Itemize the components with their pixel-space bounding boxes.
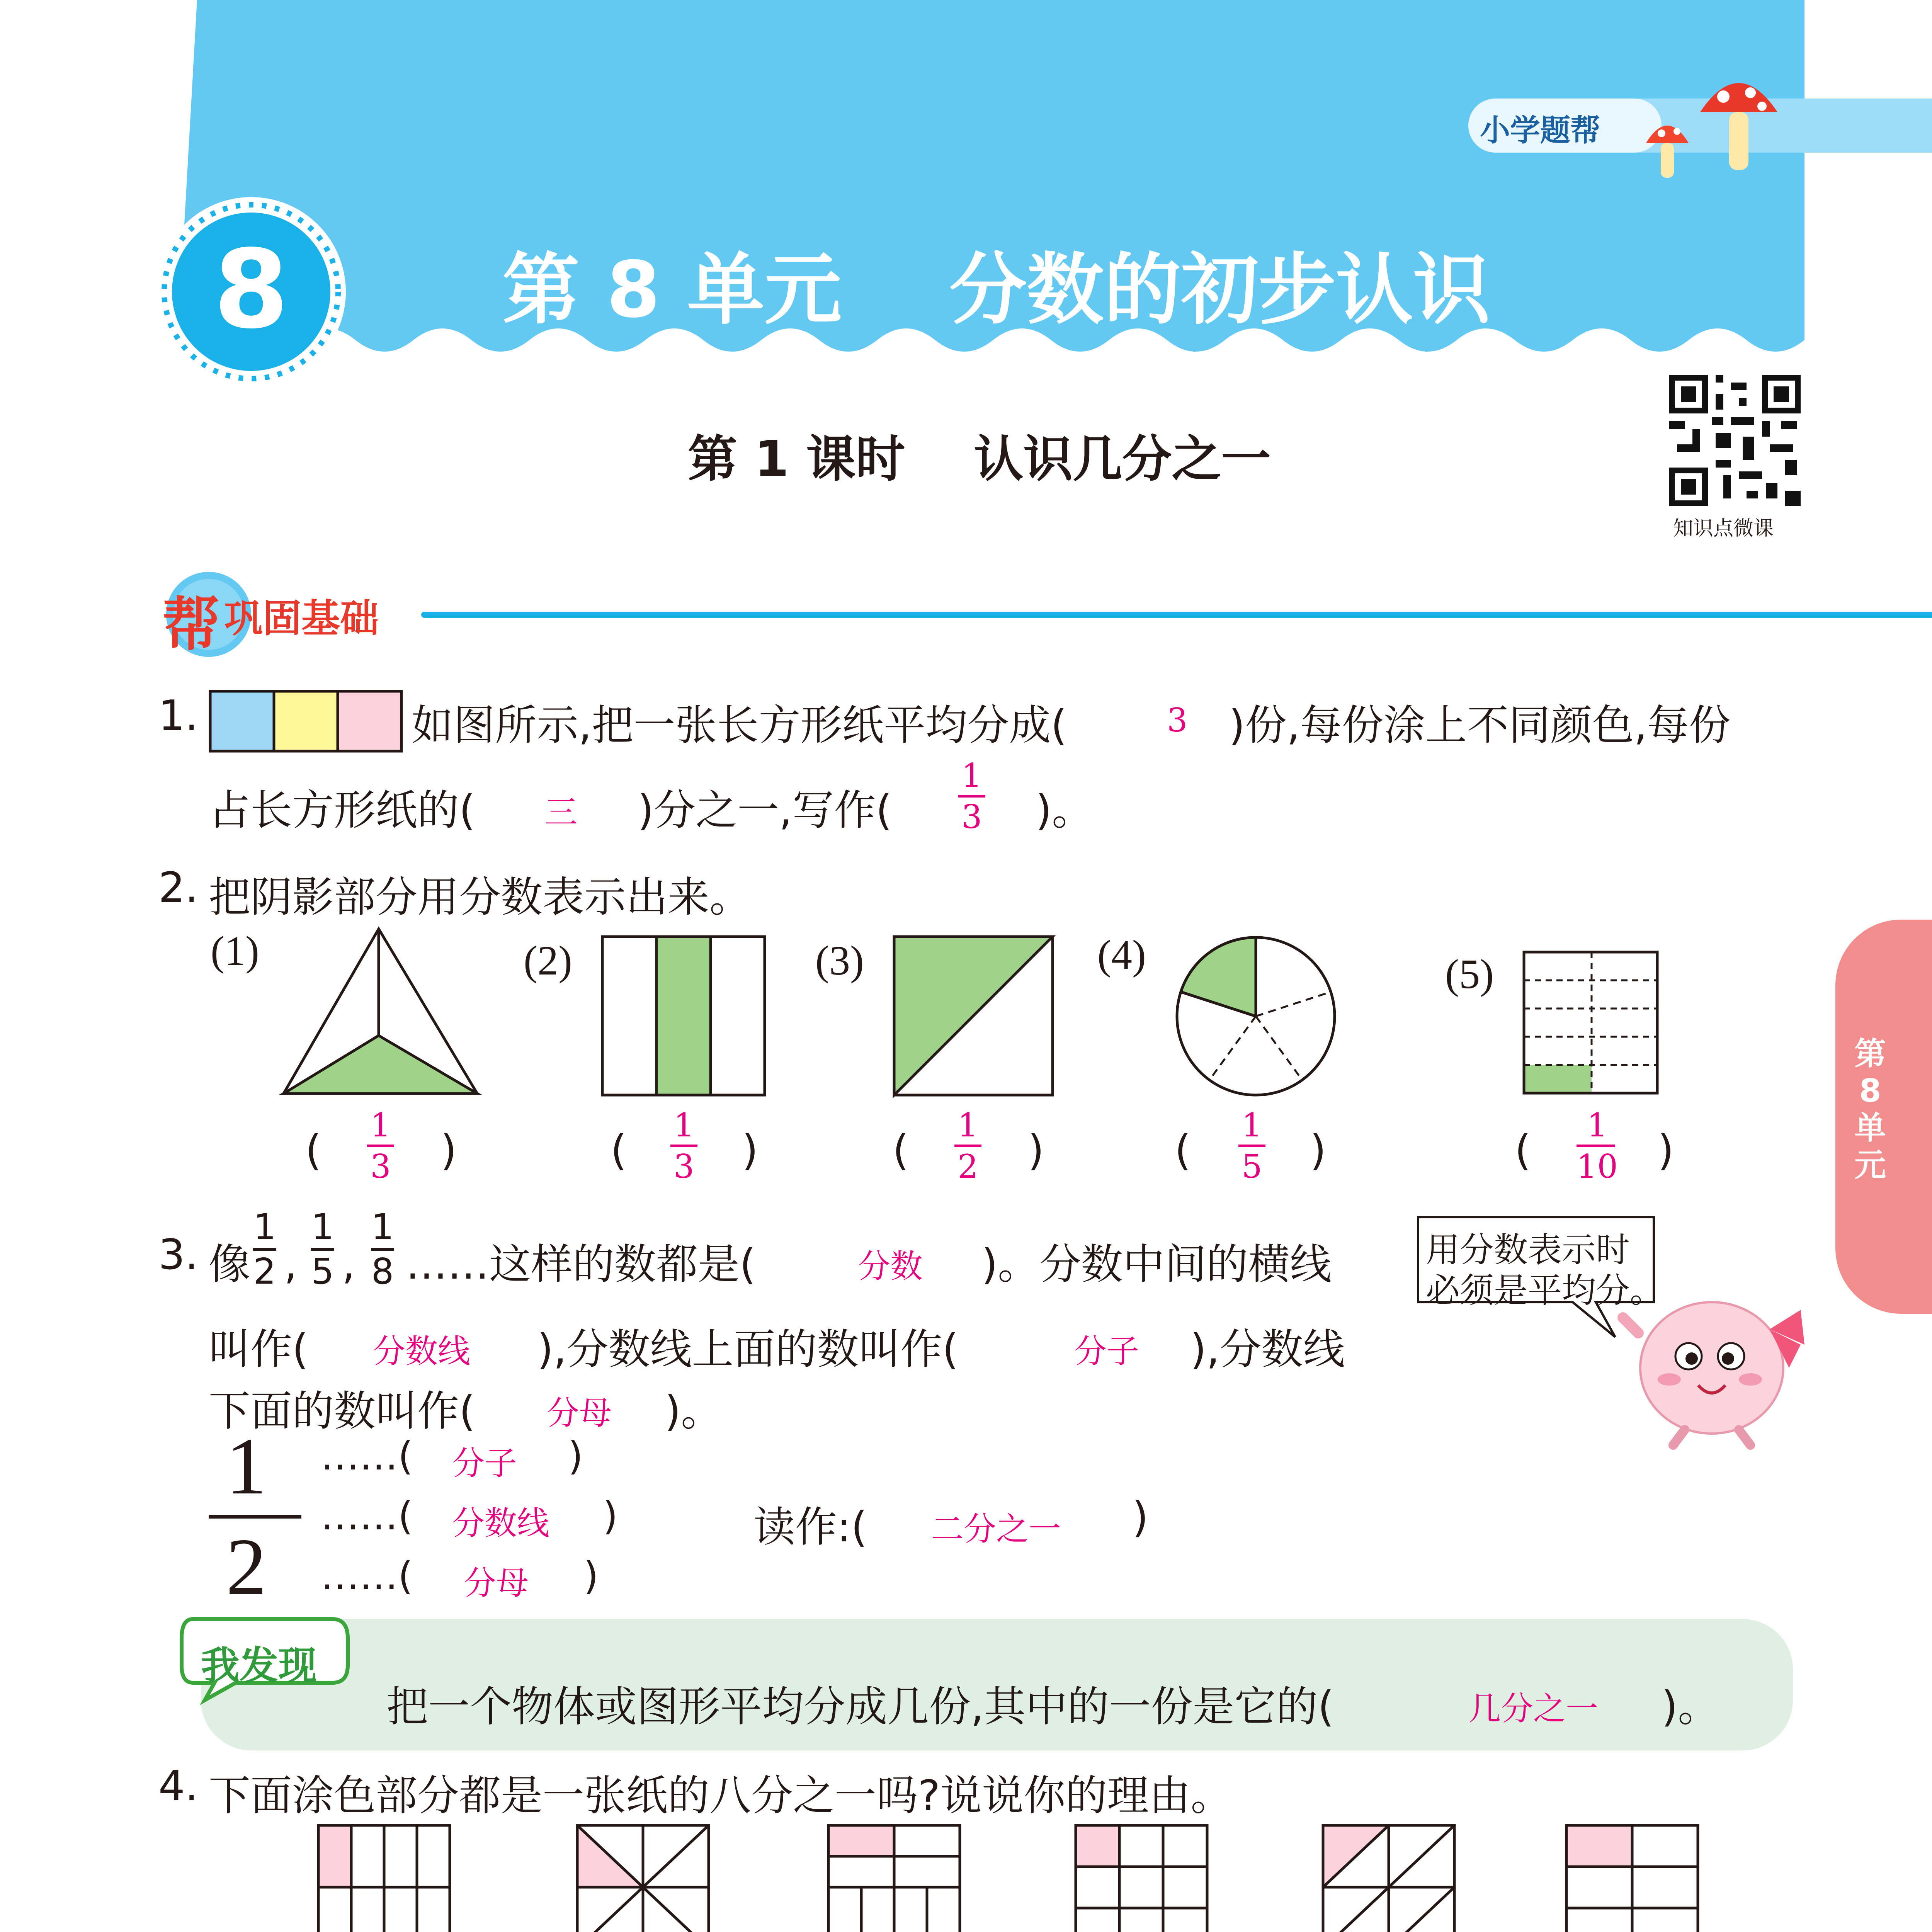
q3-answer-c: 分子: [1074, 1332, 1139, 1370]
q4-number: 4.: [158, 1762, 199, 1810]
q4-figure-5: [1323, 1825, 1454, 1932]
part-answer-fraction-line: 分数线: [452, 1504, 550, 1542]
q3-comma-2: ,: [342, 1240, 355, 1289]
unit-title: 第 8 单元 分数的初步认识: [502, 245, 1490, 335]
q3-answer-b: 分数线: [373, 1332, 471, 1370]
q3-answer-d: 分母: [547, 1394, 612, 1432]
q3-text-c: )。分数中间的横线: [981, 1240, 1332, 1289]
q2-number: 2.: [158, 864, 199, 912]
q4-text: 下面涂色部分都是一张纸的八分之一吗?说说你的理由。: [209, 1772, 1233, 1820]
section1-label: 巩固基础: [224, 596, 379, 641]
lesson-title: 第 1 课时 认识几分之一: [688, 430, 1271, 488]
q3-text-g: 下面的数叫作(: [209, 1387, 476, 1435]
q3-text-b: ……这样的数都是(: [406, 1240, 756, 1289]
section-header-1: [155, 564, 1816, 665]
q2-paren-right-3: ): [1028, 1126, 1044, 1175]
q1-answer-b: 三: [545, 793, 578, 831]
qr-code-icon[interactable]: [1669, 375, 1801, 506]
read-close: ): [1132, 1493, 1149, 1542]
q2-paren-right-1: ): [440, 1126, 457, 1175]
q2-answer-1: 1 3: [367, 1109, 394, 1183]
q4-figures: [317, 1824, 1920, 1932]
q2-rectangle-tenths-figure: [1522, 951, 1662, 1097]
q2-label-3: (3): [815, 938, 864, 984]
bubble-line-2: 必须是平均分。: [1426, 1270, 1664, 1310]
q1-number: 1.: [158, 692, 199, 740]
part-answer-denominator: 分母: [464, 1564, 529, 1602]
q1-answer-fraction: 1 3: [958, 759, 985, 833]
q4-figure-6: [1566, 1825, 1698, 1932]
big-fraction-numerator: 1: [226, 1422, 267, 1511]
q2-answer-3: 1 2: [954, 1109, 981, 1183]
q3-fraction-half: 1 2: [253, 1206, 276, 1292]
q1-strip: [209, 690, 406, 755]
qr-caption: 知识点微课: [1673, 517, 1774, 540]
q2-label-1: (1): [211, 928, 259, 974]
q4-figure-3: [828, 1825, 960, 1932]
part-close-3: ): [583, 1553, 599, 1599]
q2-paren-right-2: ): [742, 1126, 759, 1175]
q2-paren-left-5: (: [1515, 1126, 1531, 1175]
section1-badge: 帮: [162, 591, 221, 658]
q2-paren-left-1: (: [305, 1126, 322, 1175]
part-answer-numerator: 分子: [452, 1444, 517, 1482]
q1-text-e: )。: [1036, 786, 1094, 835]
q1-text-d: )分之一,写作(: [638, 786, 892, 835]
part-close-2: ): [603, 1493, 618, 1539]
q4-figure-2: [577, 1825, 709, 1932]
q3-answer-a: 分数: [858, 1247, 923, 1285]
part-dots-2: ……(: [321, 1493, 413, 1539]
bubble-line-1: 用分数表示时: [1426, 1230, 1630, 1270]
big-fraction-bar: [209, 1515, 301, 1519]
q3-fraction-fifth: 1 5: [311, 1206, 334, 1292]
q2-triangle-figure: [282, 927, 483, 1097]
read-label: 读作:(: [753, 1503, 867, 1551]
discover-text-a: 把一个物体或图形平均分成几份,其中的一份是它的(: [386, 1683, 1334, 1731]
q2-answer-2: 1 3: [670, 1109, 697, 1183]
q2-square-diagonal-figure: [893, 935, 1055, 1097]
q3-text-d: 叫作(: [209, 1325, 309, 1374]
discover-badge: 我发现: [201, 1643, 317, 1688]
discover-answer: 几分之一: [1468, 1690, 1599, 1728]
q3-fraction-eighth: 1 8: [371, 1206, 394, 1292]
q4-figure-4: [1076, 1825, 1207, 1932]
read-answer: 二分之一: [931, 1510, 1061, 1548]
q2-text: 把阴影部分用分数表示出来。: [209, 873, 752, 922]
q3-comma-1: ,: [284, 1240, 298, 1289]
part-close-1: ): [568, 1434, 583, 1479]
q3-text-h: )。: [665, 1387, 723, 1435]
q3-text-a: 像: [209, 1240, 251, 1289]
q2-rectangle-thirds-figure: [601, 935, 767, 1097]
unit-number: 8: [213, 227, 289, 353]
q2-circle-fifths-figure: [1175, 935, 1337, 1097]
q2-answer-5: 1 10: [1577, 1106, 1618, 1185]
q1-text-a: 如图所示,把一张长方形纸平均分成(: [412, 701, 1067, 750]
q2-paren-right-4: ): [1310, 1126, 1327, 1175]
q1-answer-a: 3: [1167, 701, 1188, 739]
part-dots-1: ……(: [321, 1434, 413, 1479]
big-fraction-denominator: 2: [226, 1522, 267, 1612]
brand-label: 小学题帮: [1480, 113, 1601, 148]
part-dots-3: ……(: [321, 1553, 413, 1599]
q2-label-4: (4): [1097, 932, 1146, 978]
q3-number: 3.: [158, 1231, 199, 1279]
q1-text-b: )份,每份涂上不同颜色,每份: [1229, 701, 1731, 750]
q1-text-c: 占长方形纸的(: [209, 786, 476, 835]
q3-text-e: ),分数线上面的数叫作(: [537, 1325, 959, 1374]
q2-label-2: (2): [524, 938, 572, 984]
q2-label-5: (5): [1445, 951, 1494, 997]
q2-paren-left-3: (: [893, 1126, 909, 1175]
side-tab-label: 第8单元: [1854, 1036, 1886, 1184]
discover-text-b: )。: [1662, 1683, 1720, 1731]
q2-paren-right-5: ): [1658, 1126, 1674, 1175]
q3-text-f: ),分数线: [1190, 1325, 1345, 1374]
mushroom-icon: [1638, 66, 1785, 182]
q4-figure-1: [318, 1825, 450, 1932]
q2-answer-4: 1 5: [1238, 1109, 1265, 1183]
q2-paren-left-2: (: [611, 1126, 627, 1175]
mascot-icon: [1615, 1287, 1866, 1449]
q2-paren-left-4: (: [1175, 1126, 1191, 1175]
